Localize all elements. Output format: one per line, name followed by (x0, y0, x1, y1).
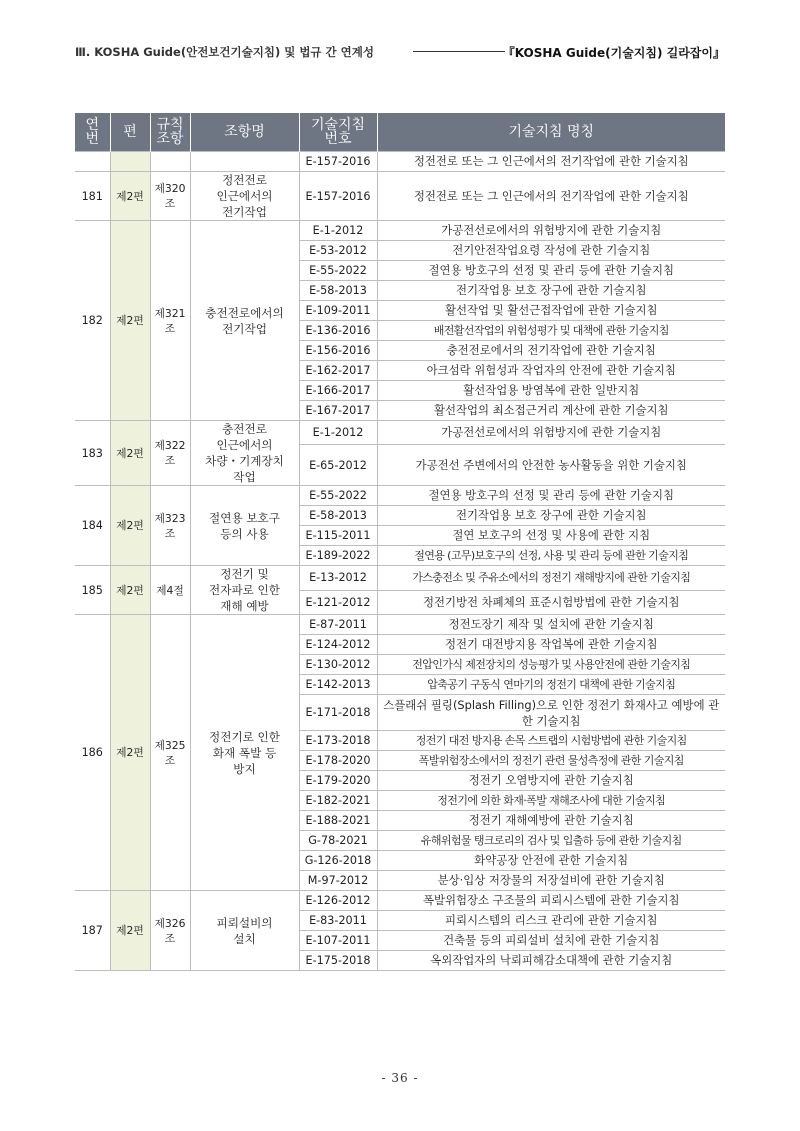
page-number: - 36 - (381, 1071, 419, 1085)
guide-title-cell: 압축공기 구동식 연마기의 정전기 대책에 관한 기술지침 (377, 675, 725, 695)
article-name-line: 재해 예방 (220, 599, 269, 613)
serial-cell: 187 (75, 891, 110, 971)
part-cell (110, 152, 150, 172)
table-row (75, 421, 725, 445)
guide-title-cell: 전기안전작업요령 작성에 관한 기술지침 (377, 241, 725, 261)
guide-title-cell: 정전기 재해예방에 관한 기술지침 (377, 811, 725, 831)
guide-number-cell: E-178-2020 (299, 751, 377, 771)
guide-title-cell: 절연용 (고무)보호구의 선정, 사용 및 관리 등에 관한 기술지침 (377, 546, 725, 566)
header-guide-number-line: 기술지침 (310, 117, 366, 133)
guide-number-cell: E-157-2016 (299, 152, 377, 172)
guide-number-cell: E-55-2022 (299, 261, 377, 281)
header-article-name: 조항명 (190, 113, 299, 152)
guide-number-cell: E-189-2022 (299, 546, 377, 566)
rule-article-cell: 제321조 (150, 221, 190, 421)
article-name-cell (190, 172, 299, 221)
guide-number-cell: E-171-2018 (299, 695, 377, 731)
guide-title-cell: 건축물 등의 피뢰설비 설치에 관한 기술지침 (377, 931, 725, 951)
guide-title-cell: 절연용 방호구의 선정 및 관리 등에 관한 기술지침 (377, 486, 725, 506)
header-book-title: 『KOSHA Guide(기술지침) 길라잡이』 (502, 46, 725, 60)
guide-title-cell: 옥외작업자의 낙뢰피해감소대책에 관한 기술지침 (377, 951, 725, 971)
header-rule-article (150, 113, 190, 152)
guide-number-cell: E-162-2017 (299, 361, 377, 381)
guide-title-cell: 배전활선작업의 위험성평가 및 대책에 관한 기술지침 (377, 321, 725, 341)
guide-number-cell: E-58-2013 (299, 281, 377, 301)
rule-article-cell: 제323조 (150, 486, 190, 566)
guide-title-cell: 전압인가식 제전장치의 성능평가 및 사용안전에 관한 기술지침 (377, 655, 725, 675)
guide-title-cell: 정전기 대전방지용 작업복에 관한 기술지침 (377, 635, 725, 655)
guide-title-cell: 폭발위험장소 구조물의 피뢰시스템에 관한 기술지침 (377, 891, 725, 911)
guide-title-cell: 아크섬락 위험성과 작업자의 안전에 관한 기술지침 (377, 361, 725, 381)
guide-number-cell: E-157-2016 (299, 172, 377, 221)
serial-cell: 184 (75, 486, 110, 566)
guide-number-cell: E-126-2012 (299, 891, 377, 911)
guide-number-cell: E-1-2012 (299, 221, 377, 241)
guide-number-cell: E-83-2011 (299, 911, 377, 931)
article-name-cell (190, 566, 299, 615)
guide-number-cell: E-136-2016 (299, 321, 377, 341)
article-name-line: 화재 폭발 등 (212, 745, 277, 760)
part-cell: 제2편 (110, 172, 150, 221)
part-cell: 제2편 (110, 566, 150, 615)
guide-number-cell: E-166-2017 (299, 381, 377, 401)
rule-article-cell (150, 152, 190, 172)
running-header (75, 40, 725, 62)
part-cell: 제2편 (110, 221, 150, 421)
guide-title-cell: 활선작업용 방염복에 관한 일반지침 (377, 381, 725, 401)
guide-number-cell: E-58-2013 (299, 506, 377, 526)
guide-number-cell: E-124-2012 (299, 635, 377, 655)
table-row (75, 566, 725, 591)
guide-title-cell: 유해위험물 탱크로리의 검사 및 입출하 등에 관한 기술지침 (377, 831, 725, 851)
guide-title-cell: 피뢰시스템의 리스크 관리에 관한 기술지침 (377, 911, 725, 931)
header-serial-line: 번 (85, 131, 100, 147)
guide-title-cell: 절연용 방호구의 선정 및 관리 등에 관한 기술지침 (377, 261, 725, 281)
guide-title-cell: 가공전선로에서의 위험방지에 관한 기술지침 (377, 221, 725, 241)
part-cell: 제2편 (110, 891, 150, 971)
header-rule-line: 규칙 (156, 117, 184, 133)
article-name-line: 등의 사용 (220, 526, 269, 541)
article-name-cell (190, 615, 299, 891)
rule-article-cell: 제320조 (150, 172, 190, 221)
guide-title-cell: 충전전로에서의 전기작업에 관한 기술지침 (377, 341, 725, 361)
guide-number-cell: E-130-2012 (299, 655, 377, 675)
guide-number-cell: E-173-2018 (299, 731, 377, 751)
article-name-cell (190, 221, 299, 421)
guide-title-cell: 분상·입상 저장물의 저장설비에 관한 기술지침 (377, 871, 725, 891)
serial-cell: 181 (75, 172, 110, 221)
article-name-line: 전기작업 (222, 205, 267, 219)
rule-article-cell: 제4절 (150, 566, 190, 615)
guide-number-cell: E-55-2022 (299, 486, 377, 506)
guide-number-cell: G-78-2021 (299, 831, 377, 851)
guide-title-cell: 절연 보호구의 선정 및 사용에 관한 지침 (377, 526, 725, 546)
guide-title-cell: 가공전선로에서의 위험방지에 관한 기술지침 (377, 421, 725, 445)
rule-article-cell: 제326조 (150, 891, 190, 971)
header-guide-title: 기술지침 명칭 (377, 113, 725, 152)
table-row (75, 152, 725, 172)
table-row (75, 615, 725, 635)
serial-cell (75, 152, 110, 172)
table-row (75, 891, 725, 911)
table-row (75, 172, 725, 221)
guide-number-cell: E-65-2012 (299, 445, 377, 486)
guide-number-cell: E-53-2012 (299, 241, 377, 261)
guide-number-cell: E-188-2021 (299, 811, 377, 831)
guide-number-cell: E-156-2016 (299, 341, 377, 361)
rule-article-cell: 제322조 (150, 421, 190, 486)
guide-number-cell: E-121-2012 (299, 590, 377, 615)
guide-title-cell: 정전기 오염방지에 관한 기술지침 (377, 771, 725, 791)
serial-cell: 182 (75, 221, 110, 421)
guide-title-cell: 정전전로 또는 그 인근에서의 전기작업에 관한 기술지침 (377, 172, 725, 221)
table-header (75, 113, 725, 152)
article-name-line: 방지 (233, 761, 256, 776)
guide-title-cell: 정전기방전 차폐체의 표준시험방법에 관한 기술지침 (377, 590, 725, 615)
article-name-cell (190, 152, 299, 172)
guide-number-cell: E-179-2020 (299, 771, 377, 791)
header-guide-number (299, 113, 377, 152)
header-guide-number-line: 번호 (324, 131, 352, 147)
guide-number-cell: E-107-2011 (299, 931, 377, 951)
article-name-cell (190, 421, 299, 486)
guide-table (75, 113, 725, 971)
serial-cell: 183 (75, 421, 110, 486)
guide-title-cell: 활선작업 및 활선근접작업에 관한 기술지침 (377, 301, 725, 321)
guide-title-cell: 전기작업용 보호 장구에 관한 기술지침 (377, 281, 725, 301)
article-name-line: 차량・기계장치 (205, 454, 284, 468)
guide-number-cell: E-13-2012 (299, 566, 377, 591)
guide-title-cell: 화약공장 안전에 관한 기술지침 (377, 851, 725, 871)
guide-number-cell: E-115-2011 (299, 526, 377, 546)
article-name-line: 전자파로 인한 (209, 583, 280, 597)
guide-number-cell: E-142-2013 (299, 675, 377, 695)
article-name-line: 피뢰설비의 (216, 915, 273, 930)
part-cell: 제2편 (110, 486, 150, 566)
article-name-cell (190, 486, 299, 566)
guide-number-cell: M-97-2012 (299, 871, 377, 891)
serial-cell: 186 (75, 615, 110, 891)
guide-title-cell: 정전도장기 제작 및 설치에 관한 기술지침 (377, 615, 725, 635)
table-row (75, 221, 725, 241)
article-name-line: 정전전로 (222, 173, 267, 187)
header-rule-line: 조항 (156, 131, 184, 147)
article-name-line: 정전기 및 (220, 567, 269, 581)
part-cell: 제2편 (110, 421, 150, 486)
guide-title-cell: 정전전로 또는 그 인근에서의 전기작업에 관한 기술지침 (377, 152, 725, 172)
guide-title-cell: 가공전선 주변에서의 안전한 농사활동을 위한 기술지침 (377, 445, 725, 486)
article-name-line: 정전기로 인한 (209, 729, 280, 744)
article-name-line: 설치 (233, 931, 256, 946)
article-name-line: 인근에서의 (216, 189, 273, 203)
article-name-line: 인근에서의 (216, 438, 273, 452)
table-body (75, 152, 725, 971)
guide-title-cell: 전기작업용 보호 장구에 관한 기술지침 (377, 506, 725, 526)
guide-number-cell: E-182-2021 (299, 791, 377, 811)
guide-title-cell: 폭발위험장소에서의 정전기 관련 물성측정에 관한 기술지침 (377, 751, 725, 771)
part-cell: 제2편 (110, 615, 150, 891)
article-name-cell (190, 891, 299, 971)
article-name-line: 전기작업 (222, 321, 267, 336)
header-part: 편 (110, 113, 150, 152)
guide-number-cell: E-167-2017 (299, 401, 377, 421)
guide-number-cell: E-87-2011 (299, 615, 377, 635)
header-section-title: Ⅲ. KOSHA Guide(안전보건기술지침) 및 법규 간 연계성 (75, 45, 374, 59)
guide-title-cell: 가스충전소 및 주유소에서의 정전기 재해방지에 관한 기술지침 (377, 566, 725, 591)
article-name-line: 충전전로 (222, 422, 267, 436)
serial-cell: 185 (75, 566, 110, 615)
header-rule (413, 51, 505, 52)
guide-title-cell: 활선작업의 최소접근거리 계산에 관한 기술지침 (377, 401, 725, 421)
article-name-line: 충전전로에서의 (205, 305, 284, 320)
guide-number-cell: G-126-2018 (299, 851, 377, 871)
guide-title-cell: 정전기에 의한 화재·폭발 재해조사에 대한 기술지침 (377, 791, 725, 811)
header-serial (75, 113, 110, 152)
header-serial-line: 연 (85, 117, 100, 133)
guide-title-cell: 정전기 대전 방지용 손목 스트랩의 시험방법에 관한 기술지침 (377, 731, 725, 751)
guide-number-cell: E-1-2012 (299, 421, 377, 445)
article-name-line: 절연용 보호구 (209, 510, 280, 525)
guide-number-cell: E-109-2011 (299, 301, 377, 321)
article-name-line: 작업 (233, 470, 256, 484)
table-row (75, 486, 725, 506)
guide-title-cell: 스플래쉬 필링(Splash Filling)으로 인한 정전기 화재사고 예방에 관한 기술지침 (377, 695, 725, 731)
guide-number-cell: E-175-2018 (299, 951, 377, 971)
rule-article-cell: 제325조 (150, 615, 190, 891)
